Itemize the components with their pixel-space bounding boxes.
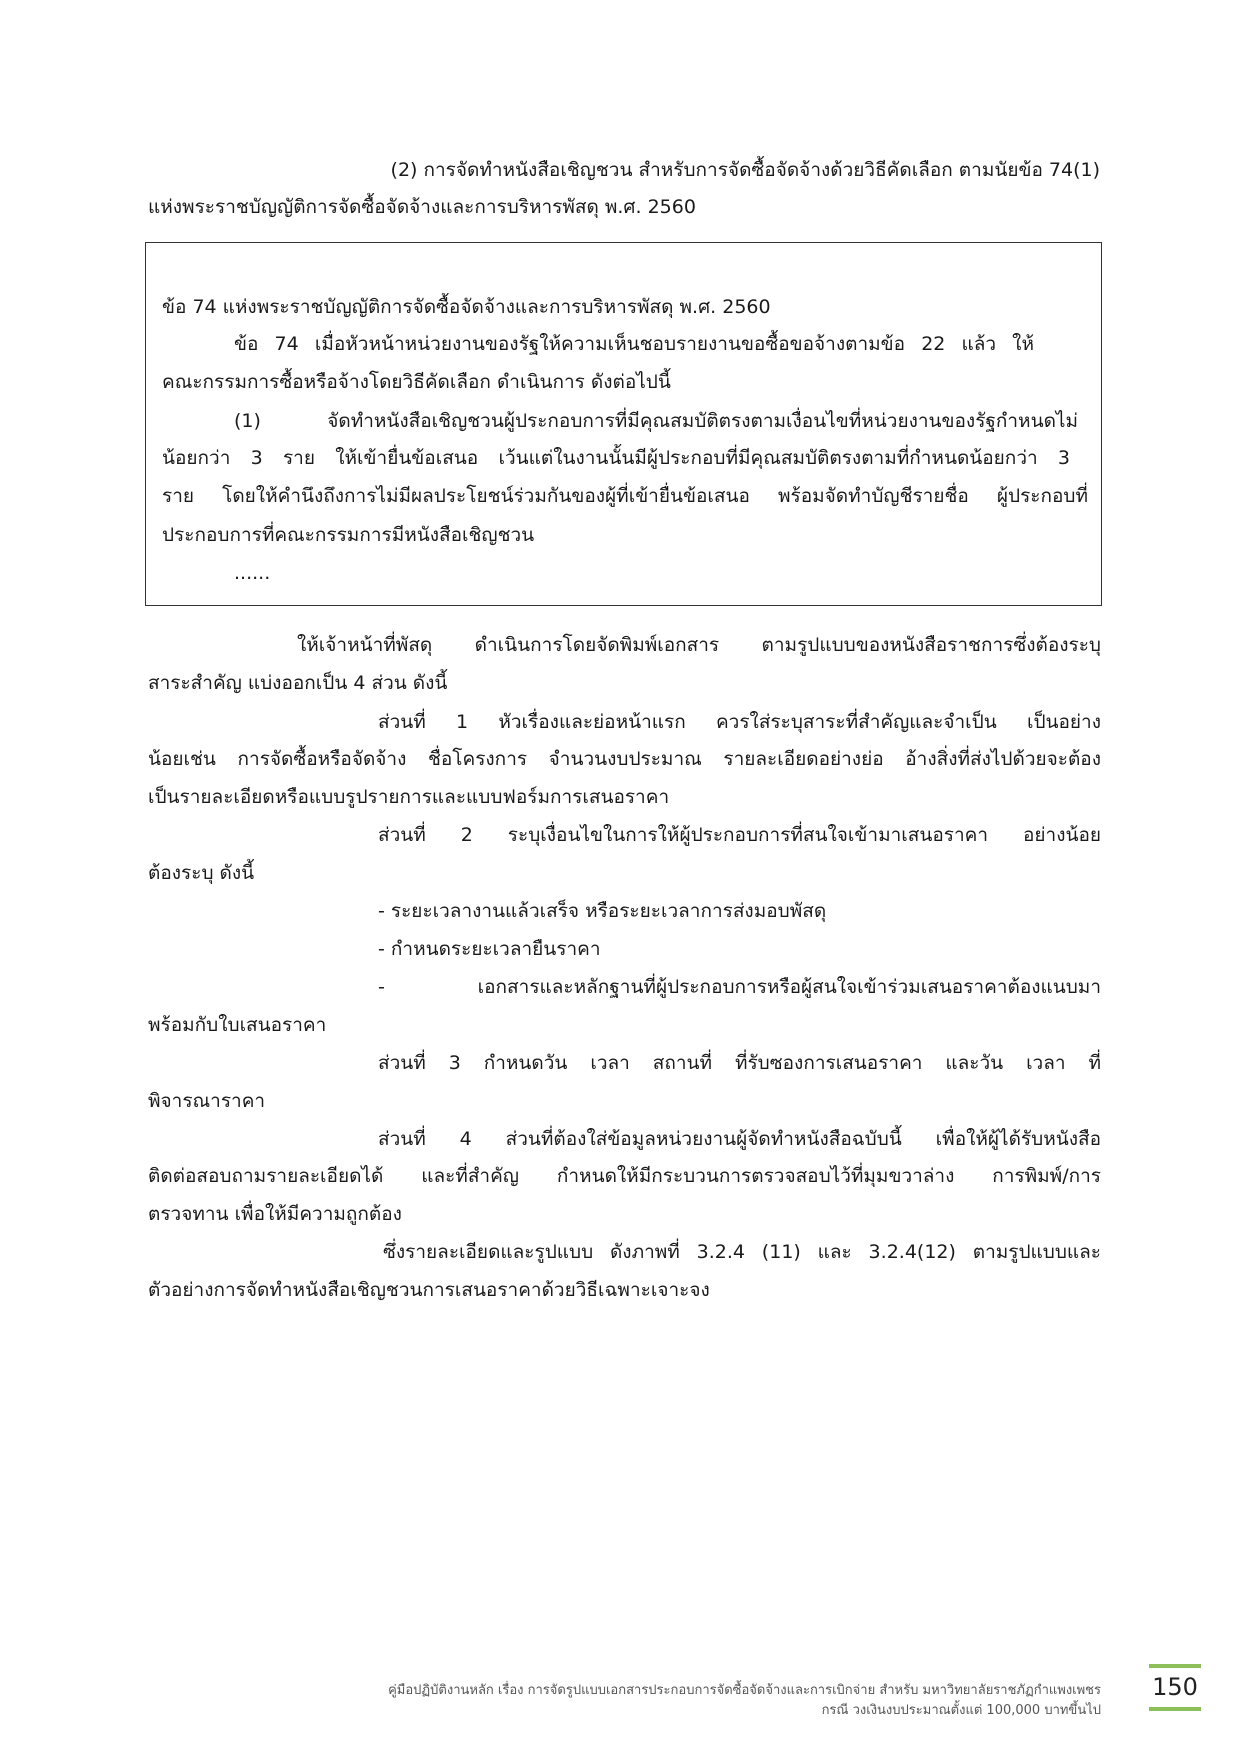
body-line: สาระสำคัญ แบ่งออกเป็น 4 ส่วน ดังนี้ xyxy=(148,672,448,694)
body-line: ต้องระบุ ดังนี้ xyxy=(148,862,255,884)
intro-line-2: แห่งพระราชบัญญัติการจัดซื้อจัดจ้างและการบริหารพัสดุ พ.ศ. 2560 xyxy=(148,196,696,218)
body-line: เป็นรายละเอียดหรือแบบรูปรายการและแบบฟอร์มการเสนอราคา xyxy=(148,786,670,808)
body-line: ให้เจ้าหน้าที่พัสดุ ดำเนินการโดยจัดพิมพ์เอกสาร ตามรูปแบบของหนังสือราชการซึ่งต้องระบุ xyxy=(297,634,1101,656)
footer-budget-note: กรณี วงเงินงบประมาณตั้งแต่ 100,000 บาทขึ้นไป xyxy=(821,1703,1101,1718)
body-line: ติดต่อสอบถามรายละเอียดได้ และที่สำคัญ กำหนดให้มีกระบวนการตรวจสอบไว้ที่มุมขวาล่าง การพิมพ์/การ xyxy=(148,1165,1101,1187)
quote-line: ประกอบการที่คณะกรรมการมีหนังสือเชิญชวน xyxy=(162,524,535,546)
body-line: ตัวอย่างการจัดทำหนังสือเชิญชวนการเสนอราคาด้วยวิธีเฉพาะเจาะจง xyxy=(148,1279,710,1301)
quote-ellipsis: ...... xyxy=(234,562,271,584)
bullet-item: - ระยะเวลางานแล้วเสร็จ หรือระยะเวลาการส่งมอบพัสดุ xyxy=(378,900,827,922)
body-line: ซึ่งรายละเอียดและรูปแบบ ดังภาพที่ 3.2.4 (11) และ 3.2.4(12) ตามรูปแบบและ xyxy=(383,1241,1101,1263)
body-line: พร้อมกับใบเสนอราคา xyxy=(148,1014,327,1036)
quote-line: คณะกรรมการซื้อหรือจ้างโดยวิธีคัดเลือก ดำเนินการ ดังต่อไปนี้ xyxy=(162,371,671,393)
page-number: 150 xyxy=(1152,1673,1198,1701)
body-line: ส่วนที่ 3 กำหนดวัน เวลา สถานที่ ที่รับซองการเสนอราคา และวัน เวลา ที่ xyxy=(378,1052,1101,1074)
quote-title: ข้อ 74 แห่งพระราชบัญญัติการจัดซื้อจัดจ้างและการบริหารพัสดุ พ.ศ. 2560 xyxy=(162,296,771,318)
quote-line: ข้อ 74 เมื่อหัวหน้าหน่วยงานของรัฐให้ความเห็นชอบรายงานขอซื้อขอจ้างตามข้อ 22 แล้ว ให้ xyxy=(234,333,1034,355)
bullet-item: - เอกสารและหลักฐานที่ผู้ประกอบการหรือผู้สนใจเข้าร่วมเสนอราคาต้องแนบมา xyxy=(378,976,1101,998)
body-line: ส่วนที่ 2 ระบุเงื่อนไขในการให้ผู้ประกอบการที่สนใจเข้ามาเสนอราคา อย่างน้อย xyxy=(378,824,1101,846)
page-number-box xyxy=(1149,1664,1201,1711)
quote-line: (1) จัดทำหนังสือเชิญชวนผู้ประกอบการที่มีคุณสมบัติตรงตามเงื่อนไขที่หน่วยงานของรัฐกำหนดไม่ xyxy=(234,410,1078,432)
intro-line-1: (2) การจัดทำหนังสือเชิญชวน สำหรับการจัดซื้อจัดจ้างด้วยวิธีคัดเลือก ตามนัยข้อ 74(1) xyxy=(390,159,1100,181)
quote-line: น้อยกว่า 3 ราย ให้เข้ายื่นข้อเสนอ เว้นแต่ในงานนั้นมีผู้ประกอบที่มีคุณสมบัติตรงตามที่กำหนดน้อยกว่า 3 xyxy=(162,447,1070,469)
body-line: ส่วนที่ 4 ส่วนที่ต้องใส่ข้อมูลหน่วยงานผู้จัดทำหนังสือฉบับนี้ เพื่อให้ผู้ได้รับหนังสือ xyxy=(378,1128,1101,1150)
body-line: พิจารณาราคา xyxy=(148,1090,266,1112)
body-line: น้อยเช่น การจัดซื้อหรือจัดจ้าง ชื่อโครงการ จำนวนงบประมาณ รายละเอียดอย่างย่อ อ้างสิ่งที่ส่งไปด้วยจะต้อง xyxy=(148,748,1101,770)
footer-manual-title: คู่มือปฏิบัติงานหลัก เรื่อง การจัดรูปแบบเอกสารประกอบการจัดซื้อจัดจ้างและการเบิกจ่าย สำหรับ มหาวิทยาลัยราชภัฏกำแพงเพชร xyxy=(388,1683,1101,1698)
body-line: ส่วนที่ 1 หัวเรื่องและย่อหน้าแรก ควรใส่ระบุสาระที่สำคัญและจำเป็น เป็นอย่าง xyxy=(378,711,1101,733)
body-line: ตรวจทาน เพื่อให้มีความถูกต้อง xyxy=(148,1203,402,1225)
bullet-item: - กำหนดระยะเวลายืนราคา xyxy=(378,938,601,960)
page-number-bottom-bar xyxy=(1149,1707,1201,1711)
quote-line: ราย โดยให้คำนึงถึงการไม่มีผลประโยชน์ร่วมกันของผู้ที่เข้ายื่นข้อเสนอ พร้อมจัดทำบัญชีรายชื่อ ผู้ประกอบที่ xyxy=(162,485,1088,507)
